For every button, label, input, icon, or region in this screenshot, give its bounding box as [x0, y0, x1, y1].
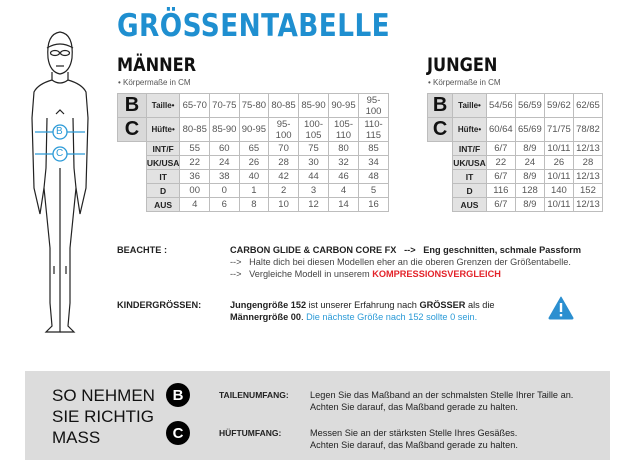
cell: 38: [210, 170, 240, 184]
cell: 65: [239, 142, 269, 156]
table-row: [428, 184, 603, 198]
text: als die: [465, 300, 495, 310]
row-label: Hüfte•: [146, 118, 180, 142]
cell: 70: [269, 142, 299, 156]
beachte-line-2: [230, 257, 571, 267]
spacer: [118, 198, 147, 212]
instruction-line: Achten Sie darauf, das Maßband gerade zu halten.: [310, 402, 518, 412]
cell: 32: [328, 156, 358, 170]
instruction-line: Messen Sie an der stärksten Stelle Ihres Gesäßes.: [310, 428, 518, 438]
cell: 62/65: [573, 94, 602, 118]
cell: 26: [544, 156, 573, 170]
cell: 54/56: [486, 94, 515, 118]
cell: 60/64: [486, 118, 515, 142]
cell: 8/9: [515, 198, 544, 212]
cell: 85: [359, 142, 389, 156]
cell: 59/62: [544, 94, 573, 118]
table-row: [118, 94, 389, 118]
table-row: [118, 184, 389, 198]
cell: 80: [328, 142, 358, 156]
beachte-line-1: [230, 245, 581, 255]
measure-letter-c: C: [428, 118, 453, 142]
spacer: [118, 156, 147, 170]
cell: 24: [210, 156, 240, 170]
cell: 71/75: [544, 118, 573, 142]
table-row: [118, 156, 389, 170]
boys-size-ref: Jungengröße 152: [230, 300, 307, 310]
cell: 1: [239, 184, 269, 198]
cell: 46: [328, 170, 358, 184]
warning-icon: [548, 296, 574, 325]
table-row: [428, 170, 603, 184]
kinder-line-1: [230, 300, 495, 310]
cell: 5: [359, 184, 389, 198]
row-label: D: [146, 184, 180, 198]
measure-letter-b: B: [118, 94, 147, 118]
cell: 30: [298, 156, 328, 170]
beachte-line-3: [230, 269, 501, 279]
cell: 70-75: [210, 94, 240, 118]
cell: 8/9: [515, 142, 544, 156]
cell: 78/82: [573, 118, 602, 142]
heading-line: SIE RICHTIG: [52, 407, 155, 426]
cell: 44: [298, 170, 328, 184]
row-label: Taille•: [453, 94, 487, 118]
cell: 8: [239, 198, 269, 212]
table-row: [428, 118, 603, 142]
cell: 6/7: [486, 198, 515, 212]
spacer: [118, 184, 147, 198]
hip-label: HÜFTUMFANG:: [219, 428, 282, 438]
cell: 3: [298, 184, 328, 198]
row-label: IT: [146, 170, 180, 184]
men-heading: MÄNNER: [117, 54, 197, 76]
cell: 100-105: [298, 118, 328, 142]
cell: 40: [239, 170, 269, 184]
spacer: [118, 170, 147, 184]
figure-marker-c: C: [56, 148, 64, 159]
row-label: UK/USA: [453, 157, 486, 168]
cell: 26: [239, 156, 269, 170]
spacer: [428, 198, 453, 212]
cell: 128: [515, 184, 544, 198]
cell: 90-95: [328, 94, 358, 118]
cell: 10/11: [544, 170, 573, 184]
cell: 56/59: [515, 94, 544, 118]
models-text: CARBON GLIDE & CARBON CORE FX: [230, 245, 397, 255]
cell: 12: [298, 198, 328, 212]
body-figure: [14, 18, 100, 358]
table-row: [428, 94, 603, 118]
row-label: AUS: [453, 198, 487, 212]
cell: 10/11: [544, 198, 573, 212]
cell: 00: [180, 184, 210, 198]
cell: 95-100: [269, 118, 299, 142]
row-label: AUS: [146, 198, 180, 212]
cell: 4: [180, 198, 210, 212]
cell: 55: [180, 142, 210, 156]
table-row: [118, 170, 389, 184]
cell: 28: [269, 156, 299, 170]
cell: 110-115: [359, 118, 389, 142]
swimmer-outline-icon: [14, 18, 100, 358]
row-label: UK/USA: [146, 157, 180, 168]
cell: 4: [328, 184, 358, 198]
cell: 34: [359, 156, 389, 170]
cell: 14: [328, 198, 358, 212]
kinder-line-2: [230, 312, 477, 322]
compare-prefix: Vergleiche Modell in unserem: [249, 269, 373, 279]
cell: 75-80: [239, 94, 269, 118]
spacer: [118, 142, 147, 156]
cell: 42: [269, 170, 299, 184]
cell: 10/11: [544, 142, 573, 156]
beachte-hint: Halte dich bei diesen Modellen eher an die oberen Grenzen der Größentabelle.: [249, 257, 571, 267]
cell: 65-70: [180, 94, 210, 118]
page-title: GRÖSSENTABELLE: [117, 8, 391, 44]
size-hint: Die nächste Größe nach 152 sollte 0 sein.: [306, 312, 478, 322]
cell: 6/7: [486, 142, 515, 156]
table-row: [428, 142, 603, 156]
table-row: [428, 198, 603, 212]
cell: 75: [298, 142, 328, 156]
cell: 16: [359, 198, 389, 212]
men-size-table: [117, 93, 389, 212]
hip-instructions: [310, 427, 518, 451]
cell: 116: [486, 184, 515, 198]
men-note: • Körpermaße in CM: [118, 78, 191, 87]
text: ist unserer Erfahrung nach: [306, 300, 420, 310]
cell: 48: [359, 170, 389, 184]
boys-size-table: [427, 93, 603, 212]
cell: 8/9: [515, 170, 544, 184]
cell: 2: [269, 184, 299, 198]
spacer: [428, 156, 453, 170]
spacer: [428, 184, 453, 198]
men-size-ref: Männergröße 00: [230, 312, 301, 322]
text: .: [300, 312, 307, 322]
cell: 28: [573, 156, 602, 170]
boys-heading: JUNGEN: [427, 54, 498, 76]
row-label: D: [453, 184, 487, 198]
cell: 6/7: [486, 170, 515, 184]
kinder-label: KINDERGRÖSSEN:: [117, 300, 202, 310]
table-row: [428, 156, 603, 170]
cell: 22: [180, 156, 210, 170]
boys-note: • Körpermaße in CM: [428, 78, 501, 87]
cell: 95-100: [359, 94, 389, 118]
hip-marker-c-icon: C: [166, 421, 190, 445]
cell: 6: [210, 198, 240, 212]
figure-marker-b: B: [56, 126, 63, 137]
arrow-text: -->: [230, 257, 242, 267]
cell: 80-85: [269, 94, 299, 118]
measure-letter-b: B: [428, 94, 453, 118]
cell: 12/13: [573, 170, 602, 184]
row-label: Hüfte•: [453, 118, 487, 142]
row-label: INT/F: [453, 142, 487, 156]
how-to-heading: [52, 385, 155, 448]
cell: 60: [210, 142, 240, 156]
fit-text: Eng geschnitten, schmale Passform: [423, 245, 582, 255]
cell: 140: [544, 184, 573, 198]
compression-comparison-link[interactable]: KOMPRESSIONSVERGLEICH: [372, 269, 501, 279]
cell: 80-85: [180, 118, 210, 142]
waist-label: TAILENUMFANG:: [219, 390, 289, 400]
arrow-text: -->: [404, 245, 416, 255]
cell: 22: [486, 156, 515, 170]
cell: 65/69: [515, 118, 544, 142]
cell: 90-95: [239, 118, 269, 142]
cell: 0: [210, 184, 240, 198]
cell: 12/13: [573, 198, 602, 212]
waist-marker-b-icon: B: [166, 383, 190, 407]
cell: 36: [180, 170, 210, 184]
table-row: [118, 118, 389, 142]
waist-instructions: [310, 389, 573, 413]
cell: 85-90: [298, 94, 328, 118]
arrow-text: -->: [230, 269, 242, 279]
instruction-line: Achten Sie darauf, das Maßband gerade zu halten.: [310, 440, 518, 450]
cell: 152: [573, 184, 602, 198]
table-row: [118, 142, 389, 156]
measure-letter-c: C: [118, 118, 147, 142]
heading-line: SO NEHMEN: [52, 386, 155, 405]
row-label: Taille•: [146, 94, 180, 118]
cell: 12/13: [573, 142, 602, 156]
cell: 24: [515, 156, 544, 170]
instruction-line: Legen Sie das Maßband an der schmalsten Stelle Ihrer Taille an.: [310, 390, 574, 400]
row-label: IT: [453, 170, 487, 184]
spacer: [428, 142, 453, 156]
beachte-label: BEACHTE :: [117, 245, 168, 255]
spacer: [428, 170, 453, 184]
row-label: INT/F: [146, 142, 180, 156]
emphasis: GRÖSSER: [419, 300, 466, 310]
cell: 105-110: [328, 118, 358, 142]
cell: 85-90: [210, 118, 240, 142]
cell: 10: [269, 198, 299, 212]
table-row: [118, 198, 389, 212]
heading-line: MASS: [52, 428, 101, 447]
